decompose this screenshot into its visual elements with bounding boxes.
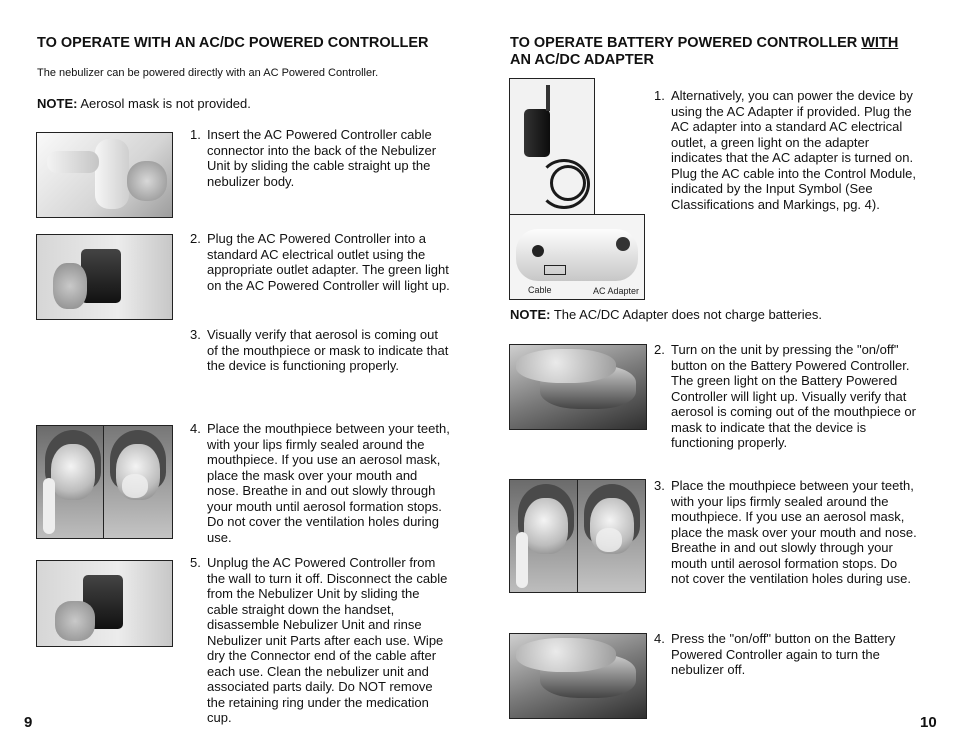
ac-adapter-photo: [509, 78, 595, 216]
left-intro: The nebulizer can be powered directly with an AC Powered Controller.: [37, 67, 379, 79]
left-heading: TO OPERATE WITH AN AC/DC POWERED CONTROLLER: [37, 35, 429, 51]
wall-controller-photo: [36, 234, 173, 320]
left-note: [37, 96, 251, 112]
girl-mouthpiece-photo-right: [509, 479, 579, 593]
girl-mouthpiece-photo: [36, 425, 105, 539]
page-number-left: 9: [24, 714, 33, 731]
right-note: [510, 307, 822, 323]
girl-mask-photo: [103, 425, 173, 539]
input-symbol-icon: [544, 265, 566, 275]
page-number-right: 10: [920, 714, 937, 731]
right-heading: TO OPERATE BATTERY POWERED CONTROLLER WITH AN AC/DC ADAPTER: [510, 35, 899, 68]
girl-mask-photo-right: [577, 479, 646, 593]
press-button-photo: [509, 344, 647, 430]
nebulizer-cable-photo: [36, 132, 173, 218]
note-label: NOTE:: [37, 96, 78, 111]
caption-ac-adapter: AC Adapter: [593, 286, 640, 296]
unplug-controller-photo: [36, 560, 173, 647]
note-text: The AC/DC Adapter does not charge batteries.: [550, 307, 822, 322]
caption-cable: Cable: [528, 285, 552, 295]
turn-off-photo: [509, 633, 647, 719]
note-text: Aerosol mask is not provided.: [77, 96, 251, 111]
control-module-photo: [509, 214, 645, 300]
note-label: NOTE:: [510, 307, 551, 322]
